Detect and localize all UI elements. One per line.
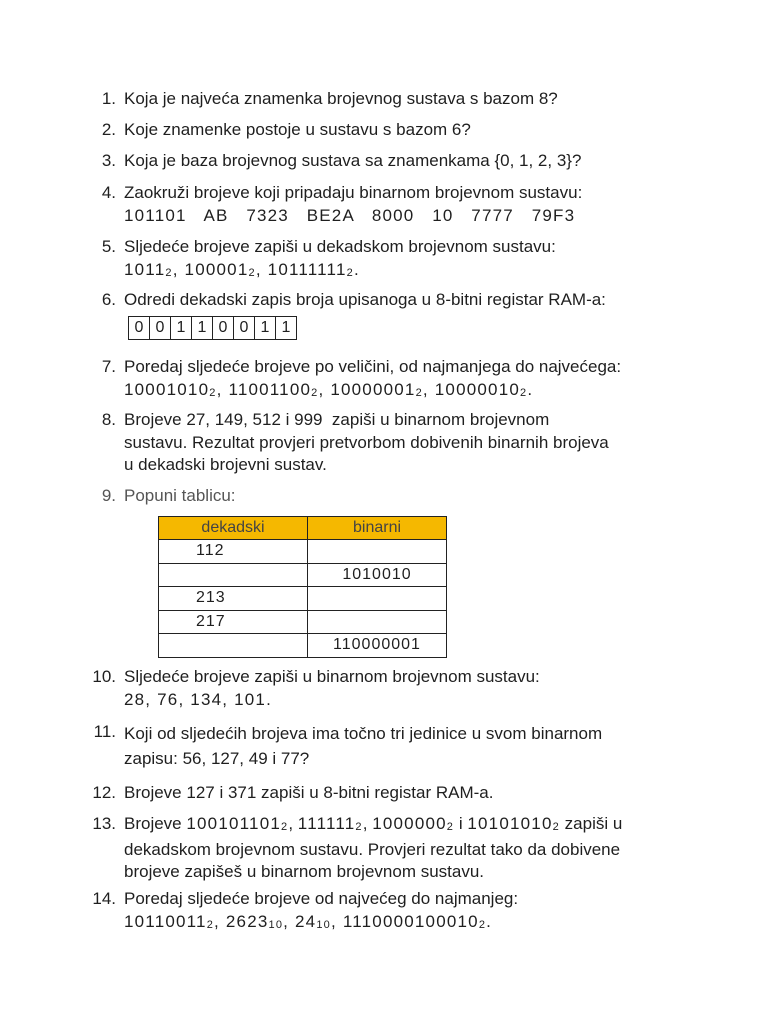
question-text: dekadskom brojevnom sustavu. Provjeri rezultat tako da dobivene xyxy=(124,839,621,859)
conversion-table xyxy=(158,516,447,658)
number-with-base: $24_{10}$, xyxy=(295,911,343,931)
number-list xyxy=(124,379,696,405)
question-text: Popuni tablicu: xyxy=(124,486,236,505)
register-bit: 1 xyxy=(191,316,213,340)
table-cell[interactable] xyxy=(308,587,447,611)
table-header-row xyxy=(159,516,447,540)
register-bit: 1 xyxy=(254,316,276,340)
number-list: 101101 AB 7323 BE2A 8000 10 7777 79F3 xyxy=(124,205,576,225)
table-row xyxy=(159,610,447,634)
table-row xyxy=(159,587,447,611)
question-text: Koje znamenke postoje u sustavu s bazom 6? xyxy=(124,120,471,139)
question-number: 4. xyxy=(101,183,116,202)
register-bit: 0 xyxy=(233,316,255,340)
question-number: 11. xyxy=(93,722,116,741)
register-bit: 1 xyxy=(170,316,192,340)
table-row xyxy=(159,563,447,587)
question-text: Odredi dekadski zapis broja upisanoga u 8-bitni registar RAM-a: xyxy=(124,290,606,309)
number-with-base: $100001_2$, xyxy=(184,259,268,279)
register-bit: 1 xyxy=(275,316,297,340)
register-bit: 0 xyxy=(149,316,171,340)
number-with-base: $100101101_2$ xyxy=(186,814,289,833)
table-cell[interactable] xyxy=(308,540,447,564)
table-cell[interactable]: 213 xyxy=(159,587,308,611)
question-number: 13. xyxy=(92,814,116,833)
question-text: u dekadski brojevni sustav. xyxy=(124,455,327,474)
question-text: Koji od sljedećih brojeva ima točno tri jedinice u svom binarnom xyxy=(124,724,603,743)
question-text: sustavu. Rezultat provjeri pretvorbom dobivenih binarnih brojeva xyxy=(124,432,609,452)
table-cell[interactable] xyxy=(308,610,447,634)
question-text: Sljedeće brojeve zapiši u binarnom brojevnom sustavu: xyxy=(124,667,540,686)
question-text: Zaokruži brojeve koji pripadaju binarnom brojevnom sustavu: xyxy=(124,183,583,202)
table-cell[interactable]: 112 xyxy=(159,540,308,564)
column-header-binarni: binarni xyxy=(308,516,447,540)
register-bit: 0 xyxy=(212,316,234,340)
number-with-base: $10001010_2$, xyxy=(124,379,229,399)
number-with-base: $1000000_2$ xyxy=(372,814,455,833)
number-with-base: $1110000100010_2$. xyxy=(342,911,493,931)
table-cell[interactable]: 1010010 xyxy=(308,563,447,587)
number-with-base: $10000001_2$, xyxy=(330,379,435,399)
question-text: Koja je baza brojevnog sustava sa znamenkama {0, 1, 2, 3}? xyxy=(124,151,582,170)
question-text: Sljedeće brojeve zapiši u dekadskom brojevnom sustavu: xyxy=(124,237,556,256)
question-number: 2. xyxy=(101,120,116,139)
question-number: 6. xyxy=(101,290,116,309)
question-text: Brojeve 27, 149, 512 i 999 zapiši u binarnom brojevnom xyxy=(124,410,550,429)
question-text: Koja je najveća znamenka brojevnog sustava s bazom 8? xyxy=(124,89,558,108)
question-text: zapisu: 56, 127, 49 i 77? xyxy=(124,749,310,768)
register-bit: 0 xyxy=(128,316,150,340)
number-with-base: $111111_2$ xyxy=(297,814,363,833)
question-number: 9. xyxy=(101,486,116,505)
register-8bit xyxy=(128,316,696,340)
question-number: 10. xyxy=(92,667,116,686)
number-with-base: $1011_2$, xyxy=(124,259,185,279)
table-cell[interactable] xyxy=(159,563,308,587)
table-row xyxy=(159,634,447,658)
table-row xyxy=(159,540,447,564)
question-text: Brojeve 127 i 371 zapiši u 8-bitni registar RAM-a. xyxy=(124,783,494,802)
number-with-base: $10000010_2$. xyxy=(434,379,534,399)
question-number: 12. xyxy=(92,783,116,802)
question-text: Poredaj sljedeće brojeve po veličini, od najmanjega do najvećega: xyxy=(124,357,622,376)
column-header-dekadski: dekadski xyxy=(159,516,308,540)
number-list xyxy=(124,259,696,285)
question-number: 7. xyxy=(101,357,116,376)
question-text: Brojeve $100101101_2$, $111111_2$, $1000000_2$ i $10101010_2$ zapiši u xyxy=(124,814,623,833)
number-list: 28, 76, 134, 101. xyxy=(124,689,273,709)
table-cell[interactable]: 110000001 xyxy=(308,634,447,658)
number-with-base: $10110011_2$, xyxy=(124,911,226,931)
number-with-base: $10101010_2$ xyxy=(467,814,560,833)
number-with-base: $10111111_2$. xyxy=(267,259,360,279)
number-list xyxy=(124,911,696,937)
question-number: 14. xyxy=(92,889,116,908)
question-number: 5. xyxy=(101,237,116,256)
number-with-base: $2623_{10}$, xyxy=(225,911,296,931)
question-number: 8. xyxy=(101,410,116,429)
question-text: Poredaj sljedeće brojeve od najvećeg do najmanjeg: xyxy=(124,889,519,908)
question-text: brojeve zapišeš u binarnom brojevnom sustavu. xyxy=(124,862,485,881)
table-cell[interactable]: 217 xyxy=(159,610,308,634)
table-cell[interactable] xyxy=(159,634,308,658)
question-number: 1. xyxy=(101,89,116,108)
question-number: 3. xyxy=(101,151,116,170)
number-with-base: $11001100_2$, xyxy=(228,379,331,399)
